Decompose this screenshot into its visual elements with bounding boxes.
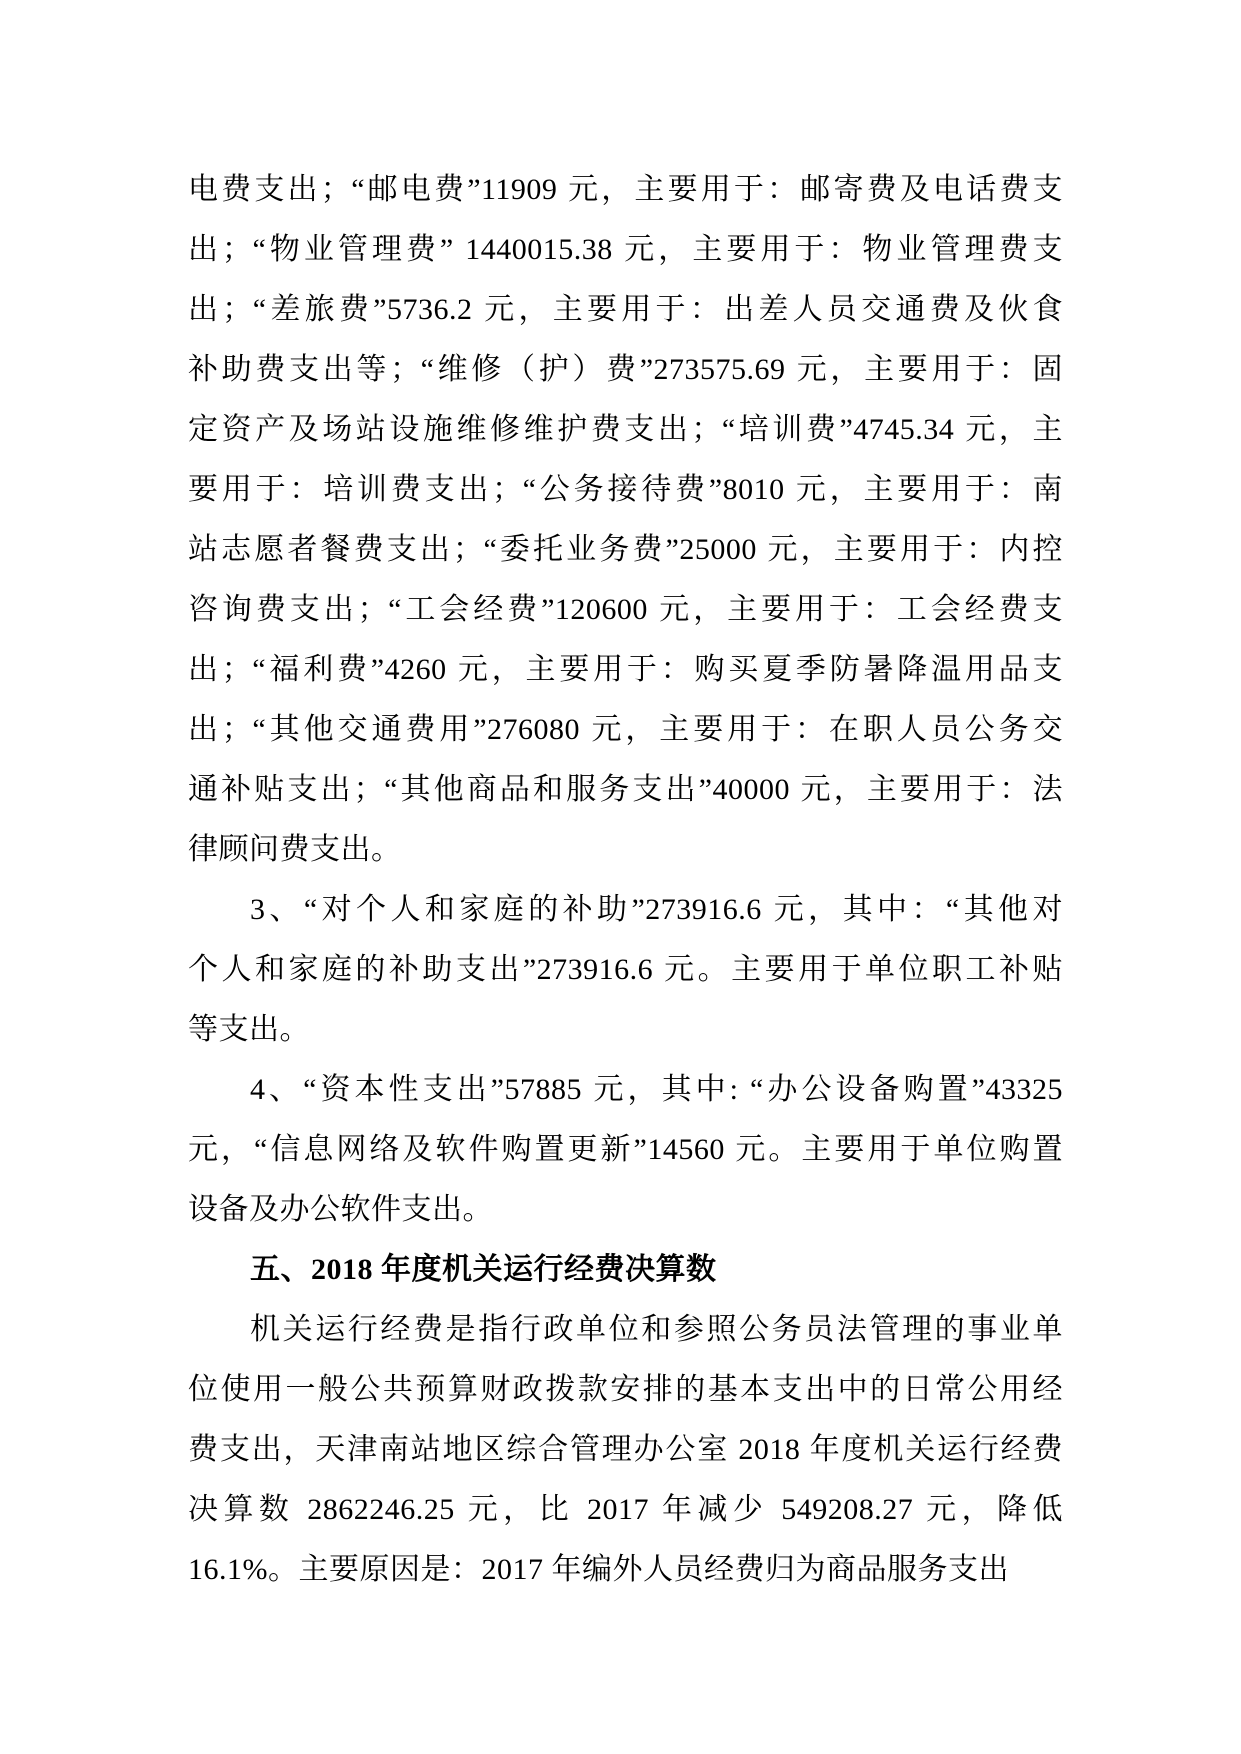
paragraph-line: 出；“福利费”4260 元，主要用于：购买夏季防暑降温用品支 xyxy=(188,653,1063,686)
section-heading-line: 五、2018 年度机关运行经费决算数 xyxy=(250,1253,717,1286)
paragraph-line: 位使用一般公共预算财政拨款安排的基本支出中的日常公用经 xyxy=(188,1373,1063,1406)
paragraph-line: 个人和家庭的补助支出”273916.6 元。主要用于单位职工补贴 xyxy=(188,953,1063,986)
paragraph-line: 决算数 2862246.25 元，比 2017 年减少 549208.27 元，降低 xyxy=(188,1493,1063,1526)
paragraph-line: 出；“差旅费”5736.2 元，主要用于：出差人员交通费及伙食 xyxy=(188,293,1063,326)
paragraph-line: 律顾问费支出。 xyxy=(188,833,402,866)
paragraph-line: 出；“其他交通费用”276080 元，主要用于：在职人员公务交 xyxy=(188,713,1063,746)
paragraph-line: 定资产及场站设施维修维护费支出；“培训费”4745.34 元，主 xyxy=(188,413,1063,446)
paragraph-line: 出；“物业管理费” 1440015.38 元，主要用于：物业管理费支 xyxy=(188,233,1063,266)
paragraph-line: 电费支出；“邮电费”11909 元，主要用于：邮寄费及电话费支 xyxy=(188,173,1063,206)
paragraph-line: 机关运行经费是指行政单位和参照公务员法管理的事业单 xyxy=(250,1313,1063,1346)
paragraph-line: 设备及办公软件支出。 xyxy=(188,1193,493,1226)
paragraph-line: 元，“信息网络及软件购置更新”14560 元。主要用于单位购置 xyxy=(188,1133,1063,1166)
paragraph-line: 站志愿者餐费支出；“委托业务费”25000 元，主要用于：内控 xyxy=(188,533,1063,566)
paragraph-line: 16.1%。主要原因是：2017 年编外人员经费归为商品服务支出 xyxy=(188,1553,1009,1586)
paragraph-line: 费支出，天津南站地区综合管理办公室 2018 年度机关运行经费 xyxy=(188,1433,1063,1466)
paragraph-line: 3、“对个人和家庭的补助”273916.6 元，其中：“其他对 xyxy=(250,893,1063,926)
document-body xyxy=(188,160,1063,1600)
paragraph-line: 补助费支出等；“维修（护）费”273575.69 元，主要用于：固 xyxy=(188,353,1063,386)
paragraph-line: 要用于：培训费支出；“公务接待费”8010 元，主要用于：南 xyxy=(188,473,1063,506)
paragraph-line: 咨询费支出；“工会经费”120600 元，主要用于：工会经费支 xyxy=(188,593,1063,626)
paragraph-line: 通补贴支出；“其他商品和服务支出”40000 元，主要用于：法 xyxy=(188,773,1063,806)
paragraph-line: 等支出。 xyxy=(188,1013,310,1046)
paragraph-line: 4、“资本性支出”57885 元，其中: “办公设备购置”43325 xyxy=(250,1073,1063,1106)
